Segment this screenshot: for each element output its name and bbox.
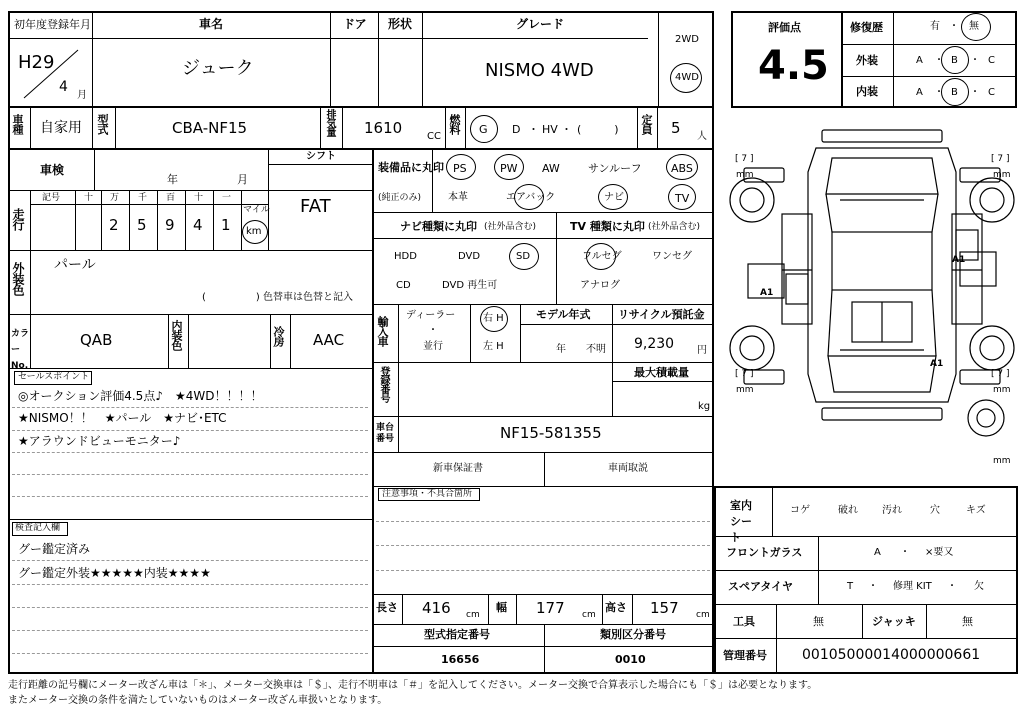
ruled-line (376, 545, 710, 546)
divider (470, 304, 471, 362)
month-unit: 月 (237, 173, 248, 186)
reg-month: 4 (59, 79, 68, 95)
recycle-label: リサイクル預託金 (618, 308, 705, 321)
mm-unit: mm (736, 170, 754, 180)
damage-mark: A1 (930, 359, 944, 369)
displacement-value: 1610 (364, 119, 403, 137)
spare-tire-icon (968, 400, 1004, 436)
import-dealer: ディーラー (406, 310, 456, 321)
divider (445, 106, 446, 148)
model-year-unit: 年 (556, 344, 566, 355)
divider (520, 324, 714, 325)
equip-item: ABS (671, 162, 693, 175)
first-reg-label: 初年度登録年月 (14, 18, 91, 31)
separator: ・ (947, 581, 957, 592)
score-label: 評価点 (768, 21, 801, 34)
mile-label: マイル (243, 205, 270, 215)
spare-tire-label: スペアタイヤ (728, 580, 794, 593)
equip-label: 装備品に丸印 (378, 161, 444, 174)
navi-sub: (社外品含む) (484, 222, 537, 232)
shift-label: シフト (306, 151, 336, 162)
width-value: 177 (536, 599, 565, 617)
equip-item: TV (675, 192, 690, 205)
divider (330, 11, 331, 106)
chassis-value: NF15-581355 (500, 424, 602, 442)
grade-value: NISMO 4WD (485, 60, 594, 81)
divider (372, 624, 714, 625)
int-color-label: 内装色 (170, 320, 183, 350)
color-no-label: カラーNo. (11, 329, 30, 371)
divider (8, 106, 714, 108)
km-label: km (246, 226, 262, 237)
length-label: 長さ (376, 601, 398, 614)
divider (841, 11, 843, 108)
divider (268, 164, 372, 165)
model-year-unknown: 不明 (586, 344, 606, 355)
equip-sub: (純正のみ) (378, 193, 422, 203)
cc-unit: CC (427, 131, 441, 142)
divider (556, 212, 557, 304)
equip-item: ナビ (604, 192, 624, 203)
navi-item: CD (396, 280, 411, 291)
seat-item: コゲ (790, 505, 810, 516)
tread-depth: [ 7 ] (991, 369, 1010, 379)
divider (342, 106, 343, 148)
car-use: 自家用 (40, 120, 82, 136)
car-diagram (724, 124, 1020, 480)
navi-item: DVD (458, 251, 481, 262)
divider (398, 304, 399, 362)
roof (832, 232, 932, 290)
color-change-note: ( ) 色替車は色替と記入 (202, 292, 353, 303)
divider (372, 212, 714, 213)
divider (30, 204, 268, 205)
warranty-label: 新車保証書 (433, 463, 483, 474)
color-no-value: QAB (80, 331, 113, 349)
ruled-line (12, 584, 368, 585)
divider (612, 381, 714, 382)
mileage-digit: 2 (109, 216, 119, 234)
tire-icon (730, 178, 774, 222)
digit-label-sen: 千 (138, 193, 148, 203)
divider (213, 190, 214, 250)
divider (8, 314, 372, 315)
divider (544, 624, 545, 674)
mgmt-number: 00105000014000000661 (802, 647, 981, 663)
capacity-value: 5 (671, 119, 681, 137)
hood (826, 158, 938, 194)
tools-value: 無 (813, 615, 824, 628)
divider (520, 304, 521, 362)
divider (129, 190, 130, 250)
seat-item: 穴 (930, 505, 940, 516)
sales-line: ★NISMO！！ ★パール ★ナビ･ETC (18, 411, 227, 425)
seat-label: 室内シート (730, 499, 752, 544)
divider (168, 314, 169, 368)
divider (270, 314, 271, 368)
divider (818, 536, 819, 604)
right-hand: 右 H (483, 313, 504, 324)
divider (398, 362, 399, 416)
equip-item: PS (453, 162, 467, 175)
mileage-digit: 9 (165, 216, 175, 234)
width-label: 幅 (496, 601, 507, 614)
divider (398, 416, 399, 452)
tv-item: ワンセグ (652, 251, 692, 262)
tools-label: 工具 (733, 615, 755, 628)
divider (372, 416, 714, 417)
damage-mark: A1 (760, 288, 774, 298)
divider (714, 604, 1018, 605)
sales-line: ★アラウンドビューモニター♪ (18, 434, 181, 448)
divider (714, 638, 1018, 639)
divider (432, 148, 433, 212)
tire-icon (970, 326, 1014, 370)
seat-item: キズ (966, 505, 986, 516)
cm-unit: cm (582, 610, 596, 620)
digit-label-juu: 十 (194, 193, 204, 203)
tread-depth: [ 7 ] (991, 154, 1010, 164)
divider (94, 148, 95, 190)
spare-none: 欠 (974, 581, 984, 592)
jack-value: 無 (962, 615, 973, 628)
model-label: 型式 (96, 114, 109, 134)
divider (772, 486, 773, 536)
mileage-digit: 5 (137, 216, 147, 234)
exterior-label: 外装 (856, 54, 878, 67)
rear-bumper (822, 408, 942, 420)
divider (185, 190, 186, 250)
slash-line (20, 48, 80, 102)
divider (92, 106, 93, 148)
separator: ・ (970, 87, 980, 98)
grade-c: C (988, 55, 995, 66)
ruled-line (12, 452, 368, 453)
reg-no-label: 登録番号 (378, 366, 389, 402)
year-unit: 年 (167, 173, 178, 186)
cm-unit: cm (696, 610, 710, 620)
ruled-line (376, 570, 710, 571)
shift-value: FAT (300, 196, 331, 217)
kg-unit: kg (698, 401, 711, 412)
divider (776, 604, 777, 674)
separator: ・ (900, 547, 910, 558)
divider (30, 250, 31, 314)
divider (115, 106, 116, 148)
mm-unit: mm (736, 385, 754, 395)
equip-item: エアバック (506, 192, 556, 203)
navi-item: SD (516, 251, 531, 262)
car-use-label: 車種 (11, 114, 24, 134)
displacement-label: 排気量 (324, 109, 335, 136)
divider (8, 148, 714, 150)
height-label: 高さ (605, 601, 627, 614)
ruled-line (12, 630, 368, 631)
car-name-label: 車名 (199, 17, 224, 31)
seat-item: 汚れ (882, 505, 902, 516)
divider (378, 11, 379, 106)
ext-color-label: 外装色 (11, 262, 25, 295)
equip-item: サンルーフ (588, 162, 642, 175)
class-value: 0010 (615, 653, 646, 666)
cooler-value: AAC (313, 331, 345, 349)
symbol-label: 記号 (42, 193, 61, 203)
damage-mark: A1 (952, 255, 966, 265)
windshield-label: フロントガラス (726, 546, 803, 559)
recycle-value: 9,230 (634, 336, 675, 352)
divider (602, 594, 603, 624)
divider (372, 148, 374, 674)
import-parallel: 並行 (423, 341, 443, 352)
tread-depth: [ 7 ] (735, 154, 754, 164)
repair-no: 無 (969, 21, 979, 32)
divider (8, 190, 372, 191)
divider (657, 106, 658, 148)
check-line: グー鑑定外装★★★★★内装★★★★ (18, 566, 211, 580)
import-dot: ・ (428, 325, 438, 336)
body-type-label: 形状 (388, 17, 413, 31)
divider (632, 594, 633, 624)
separator: ・ (868, 581, 878, 592)
divider (372, 452, 714, 453)
ruled-line (12, 607, 368, 608)
drive-4wd: 4WD (675, 72, 699, 83)
type-designation-value: 16656 (441, 653, 480, 666)
cm-unit: cm (466, 610, 480, 620)
divider (422, 11, 423, 106)
tv-label: TV 種類に丸印 (570, 220, 645, 233)
interior-label: 内装 (856, 85, 878, 98)
capacity-label: 定員 (640, 114, 653, 134)
separator: ・ (970, 55, 980, 66)
person-unit: 人 (697, 131, 707, 142)
mileage-digit: 1 (221, 216, 231, 234)
divider (372, 646, 714, 647)
divider (188, 314, 189, 368)
equip-item: AW (542, 162, 560, 175)
divider (862, 604, 863, 638)
divider (637, 106, 638, 148)
divider (320, 106, 321, 148)
ruled-line (12, 560, 368, 561)
repair-label: 修復歴 (850, 21, 883, 34)
divider (8, 368, 372, 369)
spare-t: T (847, 581, 854, 592)
divider (92, 11, 93, 106)
divider (714, 570, 1018, 571)
grade-a: A (916, 55, 923, 66)
mgmt-label: 管理番号 (723, 649, 767, 662)
divider (658, 11, 659, 106)
cooler-label: 冷房 (272, 326, 285, 346)
divider (841, 44, 1017, 45)
ruled-line (12, 407, 368, 408)
divider (372, 238, 714, 239)
ext-color-value: パール (54, 257, 96, 273)
digit-label-ichi: 一 (222, 193, 232, 203)
ruled-line (12, 430, 368, 431)
sales-line: ◎オークション評価4.5点♪ ★4WD！！！！ (18, 389, 263, 403)
shaken-label: 車検 (40, 163, 65, 177)
separator: ・ (949, 21, 959, 32)
era-year: H29 (18, 52, 55, 73)
fuel-hv: HV (542, 123, 558, 136)
divider (488, 594, 489, 624)
model-year-label: モデル年式 (536, 308, 591, 321)
repair-yes: 有 (930, 21, 940, 32)
fuel-d: D (512, 123, 521, 136)
import-label: 輸入車 (376, 316, 389, 346)
divider (241, 190, 242, 250)
model-value: CBA-NF15 (172, 119, 248, 137)
windshield-a: A (874, 547, 881, 558)
chassis-label: 車台番号 (376, 423, 395, 444)
yen-unit: 円 (697, 345, 707, 356)
divider (372, 486, 714, 487)
tv-item: アナログ (580, 280, 620, 291)
month-unit: 月 (77, 90, 87, 101)
check-label: 検査記入欄 (15, 523, 61, 533)
separator: ・ (934, 87, 944, 98)
tire-icon (730, 326, 774, 370)
divider (372, 594, 714, 595)
seat-item: 破れ (838, 505, 858, 516)
divider (30, 190, 31, 250)
navi-item: HDD (394, 251, 417, 262)
mm-unit: mm (993, 385, 1011, 395)
fuel-g: G (479, 123, 488, 136)
equip-item: 本革 (448, 192, 468, 203)
score-value: 4.5 (758, 43, 829, 89)
divider (101, 190, 102, 250)
fuel-other: ( ) (577, 123, 619, 136)
car-name: ジューク (182, 58, 254, 79)
length-value: 416 (422, 599, 451, 617)
divider (372, 304, 714, 305)
equip-item: PW (500, 162, 518, 175)
notes-label: 注意事項・不具合箇所 (382, 489, 473, 499)
tread-depth: [ 7 ] (735, 369, 754, 379)
grade-b: B (951, 55, 958, 66)
divider (75, 190, 76, 250)
windshield-repair: ×要又 (925, 547, 954, 558)
grade-label: グレード (516, 17, 565, 31)
front-bumper (822, 130, 942, 142)
divider (30, 106, 31, 148)
manual-label: 車両取説 (608, 463, 648, 474)
left-hand: 左 H (483, 341, 504, 352)
ruled-line (12, 653, 368, 654)
navi-label: ナビ種類に丸印 (400, 220, 477, 233)
navi-item: DVD 再生可 (442, 280, 498, 291)
divider (516, 594, 517, 624)
class-label: 類別区分番号 (600, 628, 666, 641)
drive-2wd: 2WD (675, 34, 699, 45)
sales-label: セールスポイント (18, 372, 90, 382)
digit-label-man: 万 (110, 193, 120, 203)
grade-c: C (988, 87, 995, 98)
ruled-line (376, 521, 710, 522)
fuel-label: 燃料 (448, 114, 461, 134)
max-load-label: 最大積載量 (634, 366, 689, 379)
divider (157, 190, 158, 250)
mm-unit: mm (993, 456, 1011, 466)
divider (841, 76, 1017, 77)
divider (8, 38, 648, 39)
divider (926, 604, 927, 638)
grade-b: B (951, 87, 958, 98)
trunk (828, 356, 936, 392)
type-designation-label: 型式指定番号 (424, 628, 490, 641)
ruled-line (12, 474, 368, 475)
footer-note: 走行距離の記号欄にメーター改ざん車は「＊」、メーター交換車は「＄」、走行不明車は「＃」を記入してください。メーター交換で合算表示した場合にも「＄」は必要となります。 (8, 680, 818, 691)
tire-icon (970, 178, 1014, 222)
door-label: ドア (343, 17, 367, 31)
separator: ・ (934, 55, 944, 66)
height-value: 157 (650, 599, 679, 617)
divider (612, 304, 613, 416)
divider (544, 452, 545, 486)
divider (8, 519, 372, 520)
divider (402, 594, 403, 624)
digit-label-ten: 十 (84, 193, 94, 203)
check-line: グー鑑定済み (18, 542, 91, 556)
mileage-label: 走行 (11, 208, 25, 230)
mm-unit: mm (993, 170, 1011, 180)
grade-a: A (916, 87, 923, 98)
tv-item: フルセグ (582, 251, 622, 262)
divider (893, 11, 894, 108)
divider (290, 314, 291, 368)
divider (8, 250, 372, 251)
divider (372, 362, 714, 363)
ruled-line (12, 496, 368, 497)
footer-note: またメーター交換の条件を満たしていないものはメーター改ざん車扱いとなります。 (8, 695, 388, 706)
mileage-digit: 4 (193, 216, 203, 234)
divider (465, 106, 466, 148)
jack-label: ジャッキ (872, 615, 916, 628)
tv-sub: (社外品含む) (648, 222, 701, 232)
spare-kit: 修理 KIT (893, 581, 932, 592)
divider (30, 314, 31, 368)
digit-label-hyaku: 百 (166, 193, 176, 203)
